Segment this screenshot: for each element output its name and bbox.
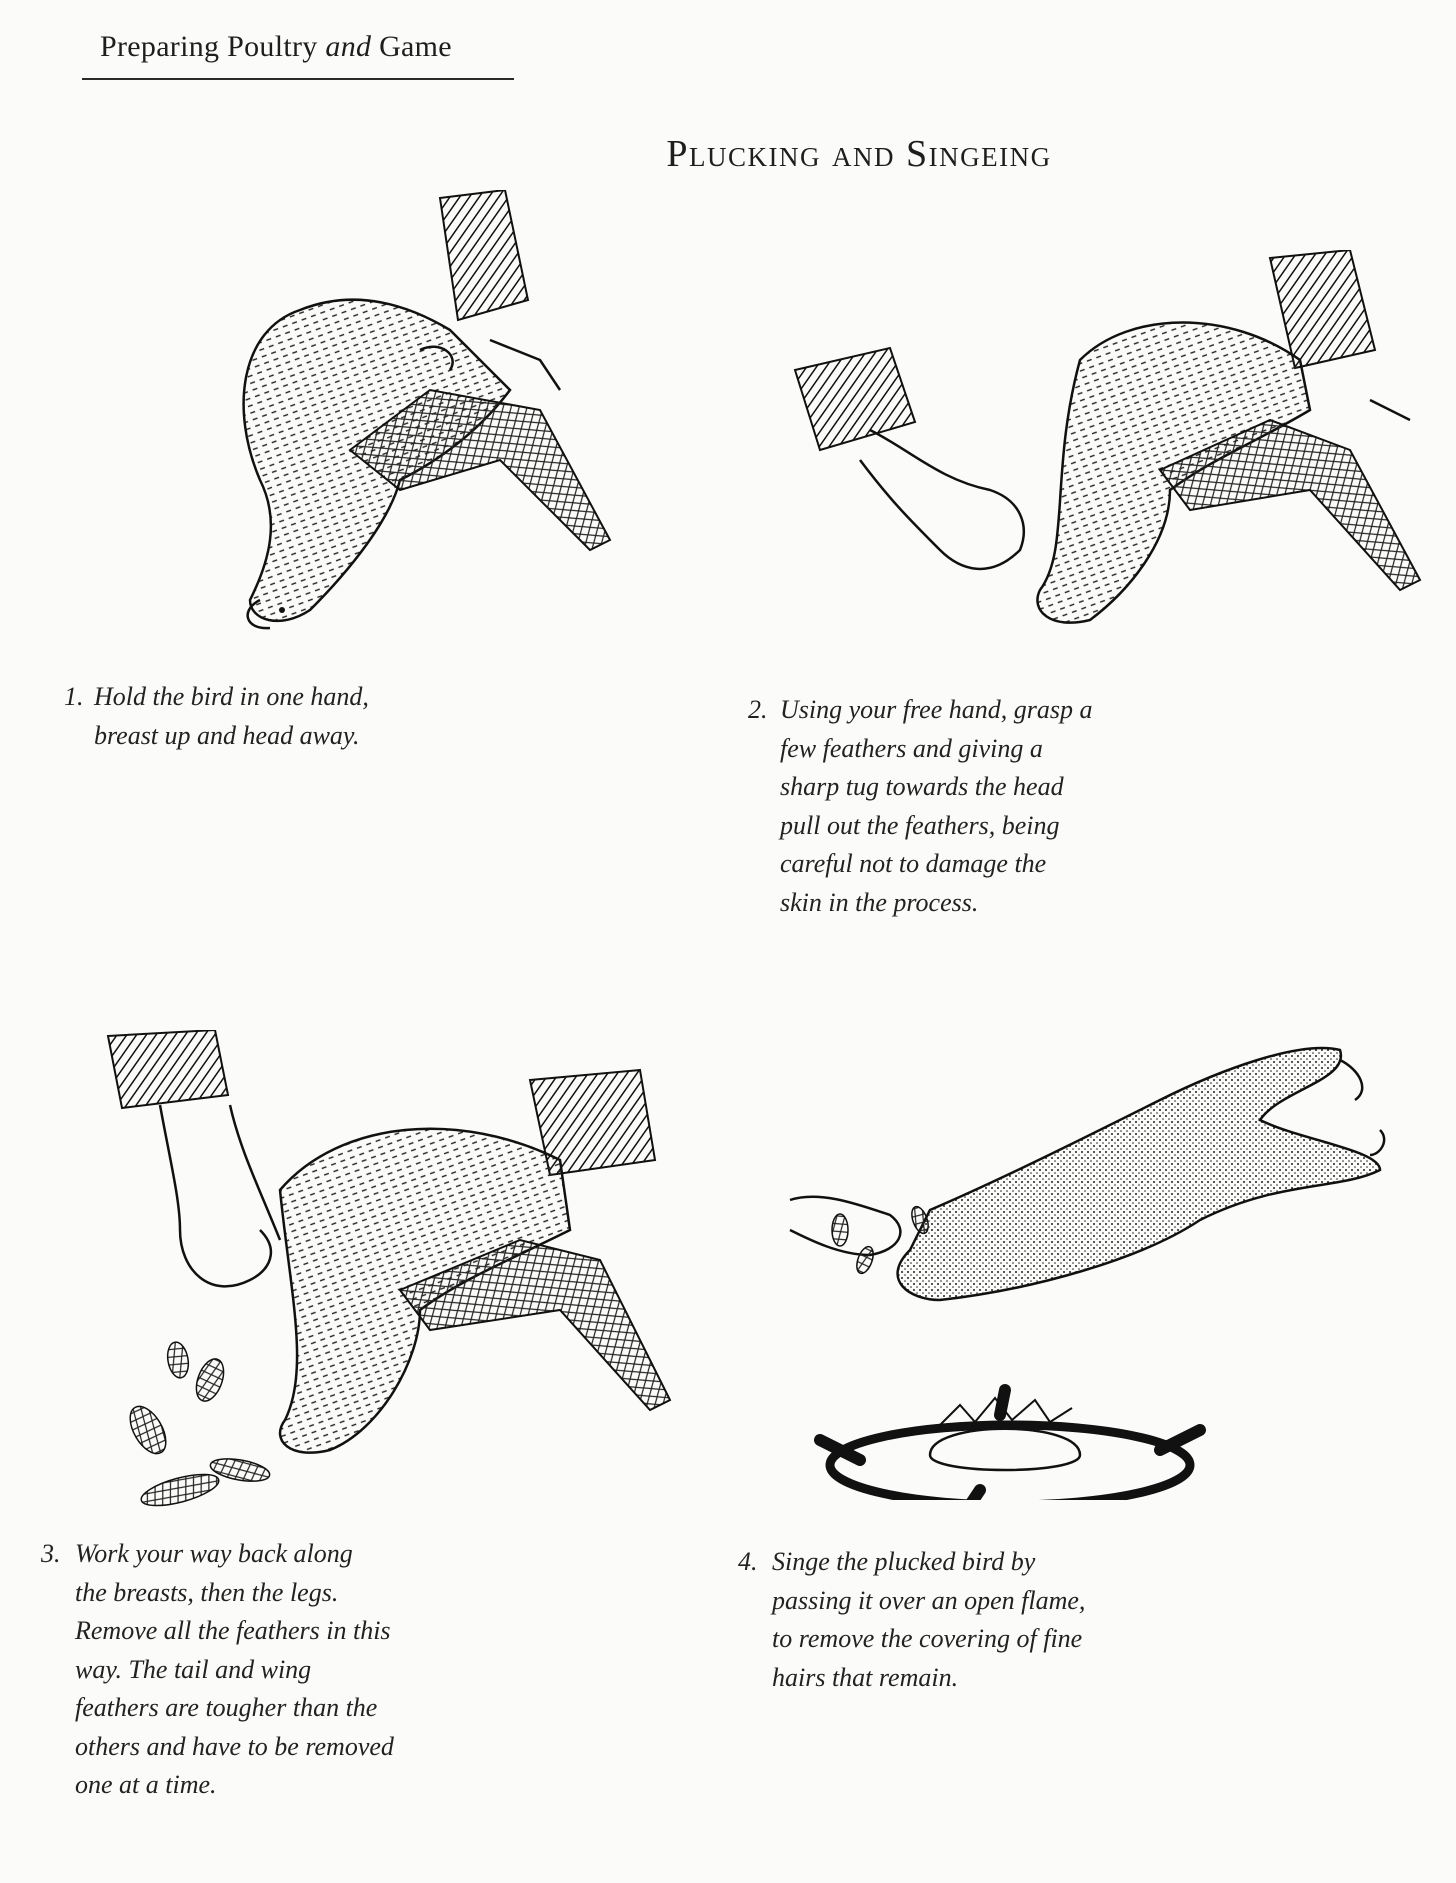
caption-line: breast up and head away. [94, 720, 360, 750]
caption-line: one at a time. [75, 1770, 217, 1799]
caption-line: way. The tail and wing [75, 1654, 312, 1684]
step-number-2: 2. [748, 695, 768, 724]
running-header-text-1: Preparing Poultry [100, 30, 326, 63]
caption-line: pull out the feathers, being [780, 810, 1060, 840]
caption-line: Singe the plucked bird by [772, 1547, 1036, 1576]
illustration-step-1 [200, 190, 660, 640]
page-title-text: Plucking and Singeing [666, 133, 1052, 175]
illustration-step-3 [100, 1030, 680, 1520]
caption-line: to remove the covering of fine [772, 1624, 1083, 1653]
caption-line: Work your way back along [75, 1539, 353, 1568]
caption-line: careful not to damage the [780, 849, 1047, 878]
step-number-4: 4. [738, 1547, 758, 1576]
caption-line: the breasts, then the legs. [75, 1577, 339, 1607]
caption-step-3 [41, 1535, 394, 1805]
header-rule [82, 78, 514, 80]
step-number-3: 3. [41, 1539, 61, 1568]
running-header-text-3: Game [371, 30, 452, 63]
caption-line: sharp tug towards the head [780, 772, 1064, 801]
caption-line: others and have to be removed [75, 1731, 394, 1761]
illustration-step-4 [780, 1030, 1420, 1500]
caption-step-2 [748, 691, 1093, 922]
caption-line: skin in the process. [780, 887, 979, 917]
caption-line: Remove all the feathers in this [75, 1616, 391, 1645]
illustration-step-2 [790, 250, 1430, 640]
caption-line: Hold the bird in one hand, [94, 682, 369, 711]
running-header-text-2: and [325, 30, 372, 63]
page-title [0, 132, 1456, 176]
caption-line: Using your free hand, grasp a [780, 695, 1093, 724]
caption-line: feathers are tougher than the [75, 1693, 378, 1722]
caption-step-1 [64, 678, 369, 755]
step-number-1: 1. [64, 682, 84, 711]
running-header [100, 30, 452, 64]
caption-line: hairs that remain. [772, 1662, 959, 1692]
caption-step-4 [738, 1543, 1086, 1697]
caption-line: passing it over an open flame, [772, 1585, 1086, 1615]
caption-line: few feathers and giving a [780, 733, 1043, 763]
